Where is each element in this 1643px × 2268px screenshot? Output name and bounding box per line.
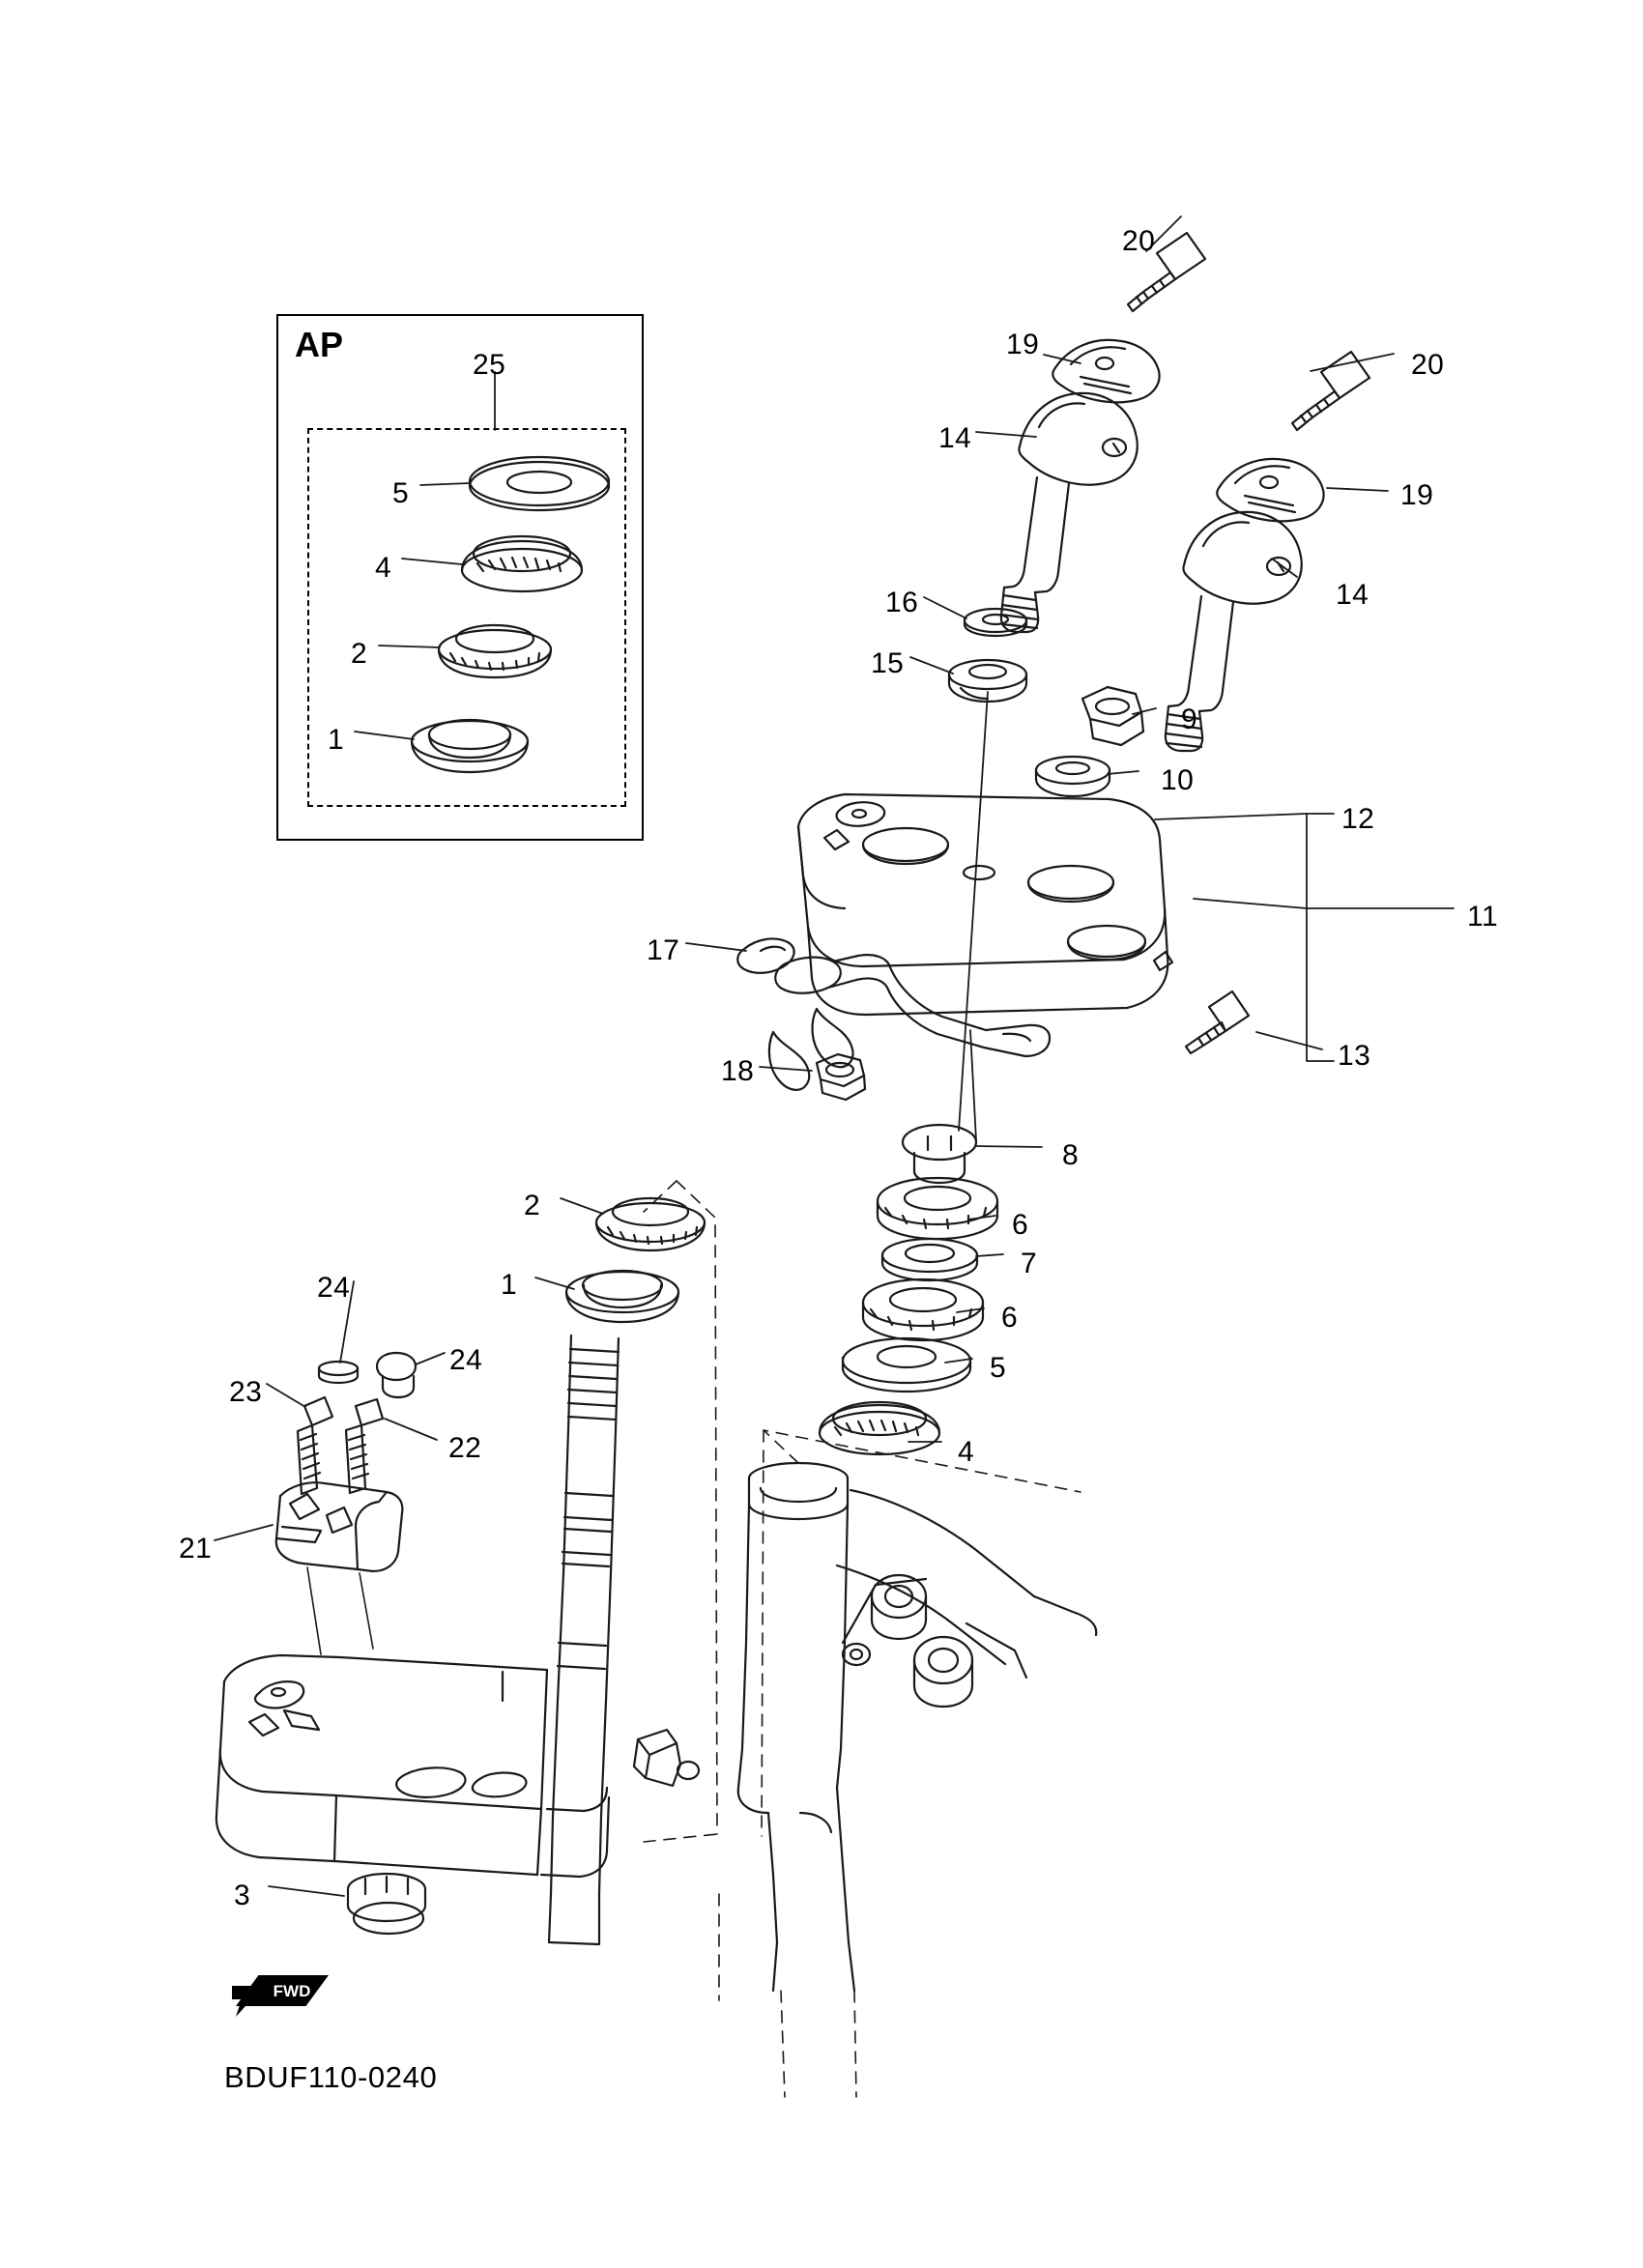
callout-2-inset: 2 <box>351 638 368 670</box>
fwd-direction-marker <box>230 1967 334 2026</box>
callout-4-main: 4 <box>958 1436 975 1468</box>
callout-17: 17 <box>647 934 680 966</box>
inset-label: AP <box>295 325 344 364</box>
callout-5-inset: 5 <box>392 477 410 509</box>
callout-18: 18 <box>721 1055 755 1087</box>
inset-dashed-border <box>307 428 626 807</box>
callout-4-inset: 4 <box>375 552 392 584</box>
fork-and-lower-bracket-group <box>216 1181 717 1944</box>
callout-10: 10 <box>1161 764 1195 796</box>
callout-2-main: 2 <box>524 1190 541 1221</box>
callout-20-upper: 20 <box>1122 225 1156 257</box>
handlebar-holder-left-group <box>1001 233 1205 632</box>
callout-16: 16 <box>885 587 919 618</box>
callout-5-main: 5 <box>990 1352 1007 1384</box>
callout-8: 8 <box>1062 1139 1080 1171</box>
callout-22: 22 <box>448 1432 482 1464</box>
callout-6-upper: 6 <box>1012 1209 1029 1241</box>
callout-14-upper: 14 <box>938 422 972 454</box>
callout-23: 23 <box>229 1376 263 1408</box>
callout-7: 7 <box>1021 1248 1038 1279</box>
callout-1-inset: 1 <box>328 724 345 756</box>
callout-20-lower: 20 <box>1411 349 1445 381</box>
callout-15: 15 <box>871 647 905 679</box>
small-hardware-group <box>949 609 1143 796</box>
callout-9: 9 <box>1181 703 1198 735</box>
callout-6-lower: 6 <box>1001 1302 1019 1334</box>
stem-nut-stack-group <box>820 1125 997 1454</box>
callout-24-lower: 24 <box>449 1344 483 1376</box>
callout-24-upper: 24 <box>317 1272 351 1304</box>
callout-3: 3 <box>234 1880 251 1911</box>
callout-1-main: 1 <box>501 1269 518 1301</box>
callout-11: 11 <box>1467 901 1499 933</box>
handlebar-holder-right-group <box>1166 352 1369 751</box>
part-code: BDUF110-0240 <box>224 2060 438 2094</box>
right-fork-frame-group <box>634 1430 1096 2097</box>
cable-holder-group <box>276 1353 416 1654</box>
callout-19-lower: 19 <box>1400 479 1434 511</box>
callout-25-inset: 25 <box>473 349 506 381</box>
upper-bracket-group <box>798 794 1249 1053</box>
svg-text:FWD: FWD <box>273 1982 311 2000</box>
callout-19-upper: 19 <box>1006 329 1040 360</box>
callout-13: 13 <box>1338 1040 1371 1072</box>
callout-12: 12 <box>1341 803 1375 835</box>
callout-21: 21 <box>179 1533 213 1565</box>
callout-14-lower: 14 <box>1336 579 1369 611</box>
